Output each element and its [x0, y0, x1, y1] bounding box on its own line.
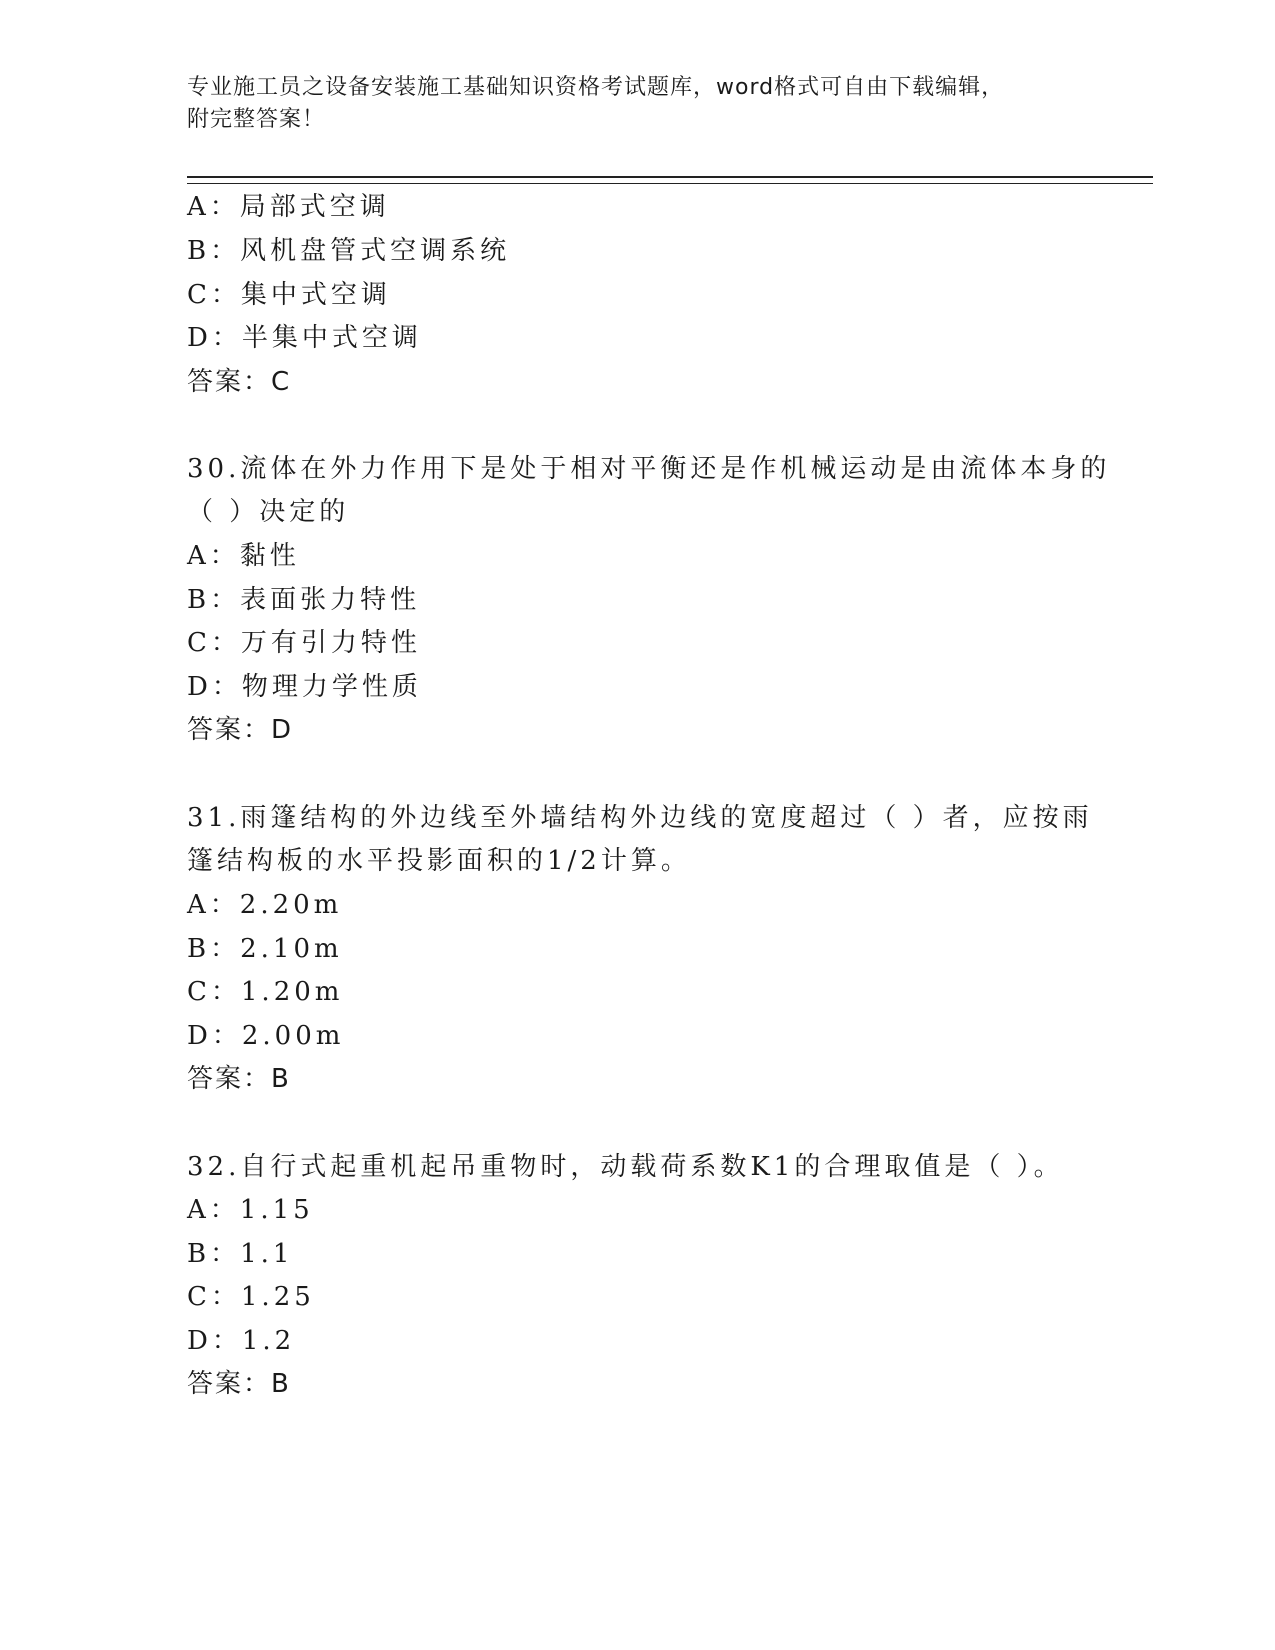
q29-option-d: D：半集中式空调 — [187, 323, 422, 353]
q30-answer: 答案：D — [187, 715, 294, 745]
q30-option-b: B：表面张力特性 — [187, 585, 421, 615]
q29-option-b: B：风机盘管式空调系统 — [187, 236, 511, 266]
q31-stem-line-2: 篷结构板的水平投影面积的1/2计算。 — [187, 846, 691, 876]
q29-option-c: C：集中式空调 — [187, 280, 391, 310]
q29-answer: 答案：C — [187, 367, 292, 397]
q30-option-d: D：物理力学性质 — [187, 672, 422, 702]
q32-option-b: B：1.1 — [187, 1239, 294, 1269]
header-divider-thick — [187, 176, 1153, 178]
q29-option-a: A：局部式空调 — [187, 192, 390, 222]
q30-option-c: C：万有引力特性 — [187, 628, 421, 658]
q32-option-d: D：1.2 — [187, 1326, 296, 1356]
header-line-1: 专业施工员之设备安装施工基础知识资格考试题库，word格式可自由下载编辑， — [187, 75, 1005, 100]
q31-stem-line-1: 31.雨篷结构的外边线至外墙结构外边线的宽度超过（ ）者，应按雨 — [187, 803, 1093, 833]
q31-option-b: B：2.10m — [187, 934, 343, 964]
header-line-2: 附完整答案！ — [187, 107, 326, 132]
document-header — [187, 72, 1087, 136]
q30-stem-line-2: （ ）决定的 — [187, 497, 350, 527]
header-divider-thin — [187, 183, 1153, 184]
q32-option-a: A：1.15 — [187, 1195, 314, 1225]
q31-option-a: A：2.20m — [187, 890, 343, 920]
q32-answer: 答案：B — [187, 1369, 291, 1399]
q30-stem-line-1: 30.流体在外力作用下是处于相对平衡还是作机械运动是由流体本身的 — [187, 454, 1111, 484]
q31-answer: 答案：B — [187, 1064, 291, 1094]
q32-stem-line-1: 32.自行式起重机起吊重物时，动载荷系数K1的合理取值是（ ）。 — [187, 1152, 1064, 1182]
q31-option-d: D：2.00m — [187, 1021, 345, 1051]
q30-option-a: A：黏性 — [187, 541, 300, 571]
q32-option-c: C：1.25 — [187, 1282, 315, 1312]
q31-option-c: C：1.20m — [187, 977, 344, 1007]
